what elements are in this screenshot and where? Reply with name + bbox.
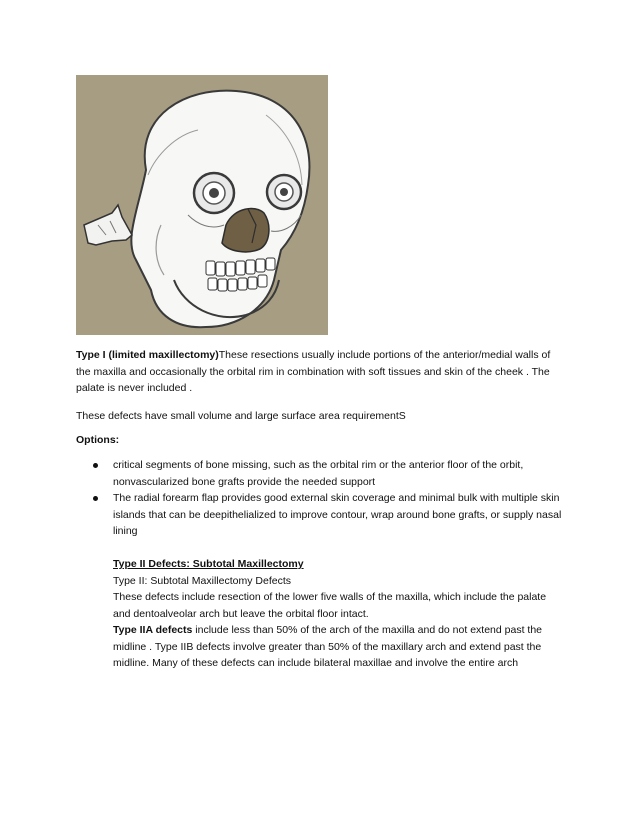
type1-heading: Type I (limited maxillectomy) [76, 349, 219, 361]
option-text: The radial forearm flap provides good external skin coverage and minimal bulk with multiple skin islands that can be deepithelialized to improve contour, wrap around bone grafts, or supply nasal lining [113, 492, 562, 537]
type2a-label: Type IIA defects [113, 624, 193, 636]
resected-fragment [84, 205, 132, 245]
type2-description: These defects include resection of the lower five walls of the maxilla, which include the palate and dentoalveolar arch but leave the orbital floor intact. [113, 591, 547, 620]
type2a-text: include less than 50% of the arch of the maxilla and do not extend past the midline . Type IIB defects involve greater than 50% of the maxillary arch and extend past the midline. Many of these defects can include bilateral maxillae and involve the entire arch [113, 624, 543, 669]
bullet-icon [93, 463, 98, 468]
options-list [76, 457, 566, 540]
type2a-paragraph [113, 622, 565, 672]
skull-drawing [76, 75, 328, 335]
list-item [76, 490, 566, 540]
option-text: critical segments of bone missing, such as the orbital rim or the anterior floor of the orbit, nonvascularized bone grafts provide the needed support [113, 459, 524, 488]
type2-subtitle: Type II: Subtotal Maxillectomy Defects [113, 574, 291, 587]
type1-paragraph [76, 347, 566, 397]
options-label: Options: [76, 434, 120, 446]
bullet-icon [93, 496, 98, 501]
type2-section [113, 556, 565, 672]
defects-note: These defects have small volume and large surface area requirementS [76, 410, 406, 422]
type2-heading: Type II Defects: Subtotal Maxillectomy [113, 558, 304, 570]
list-item [76, 457, 566, 490]
skull-illustration [76, 75, 328, 335]
type1-body: These resections usually include portions of the anterior/medial walls of the maxilla and occasionally the orbital rim in combination with soft tissues and skin of the cheek . The palate is never included . [76, 349, 551, 394]
